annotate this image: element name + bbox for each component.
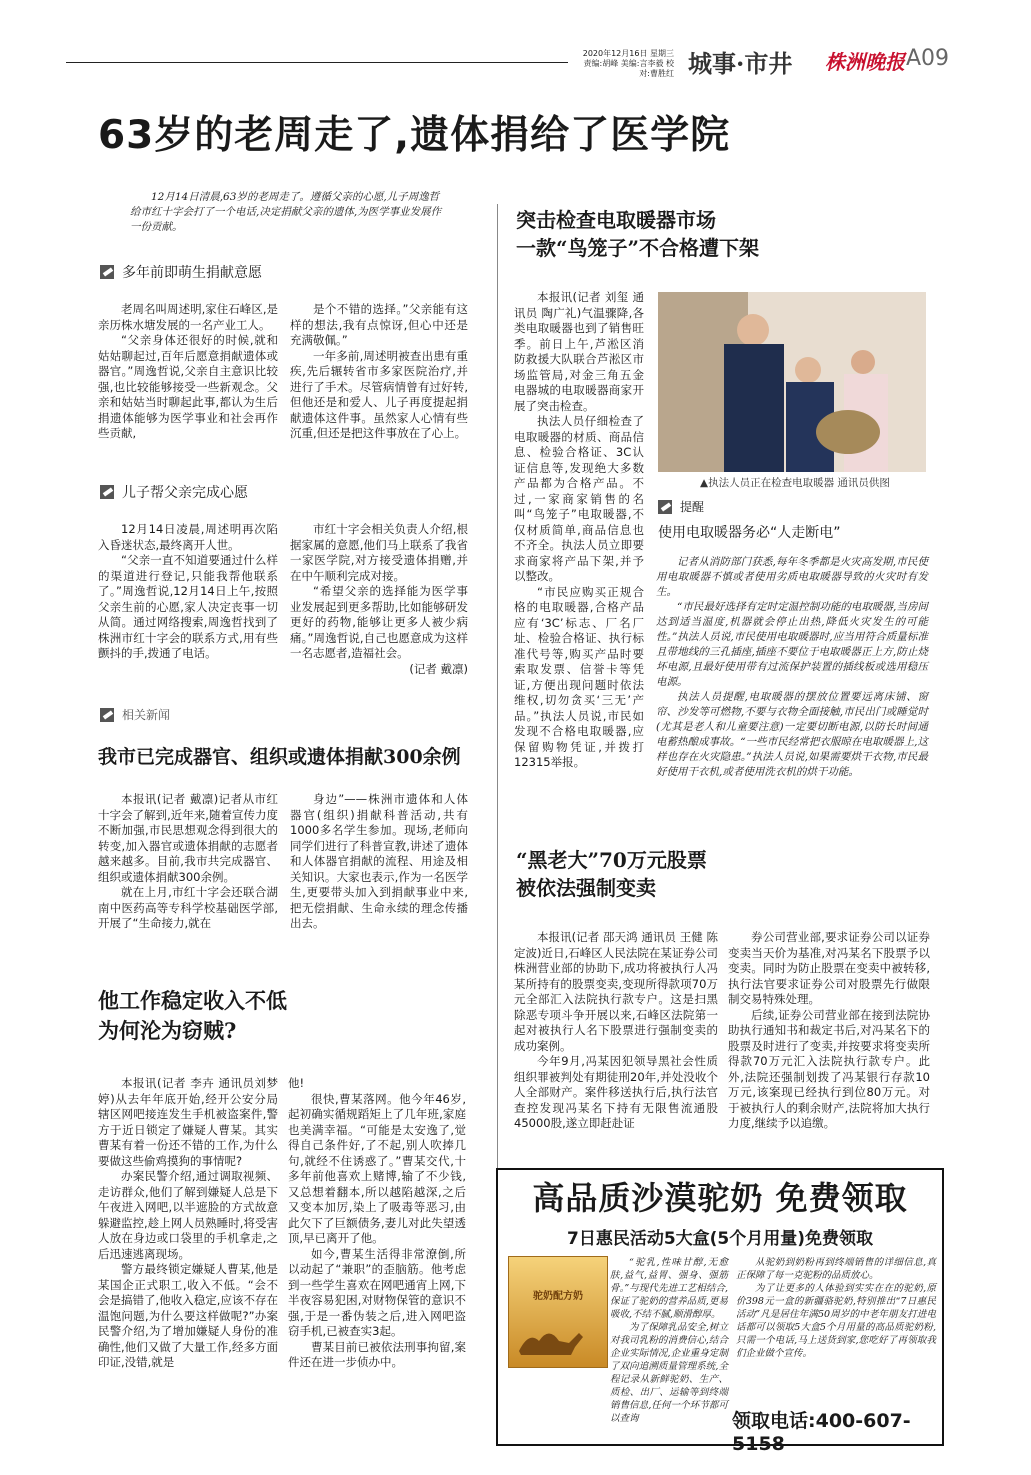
reminder-title: 使用电取暖器务必“人走断电” [658,525,841,541]
paragraph: 本报讯(记者 邵天鸿 通讯员 王健 陈定波)近日,石峰区人民法院在某证券公司株洲营业部的协助下,成功将被执行人冯某所持有的股票变卖,变现所得款项70万元全部汇入法院执行款专户。这是扫黑除恶专项斗争开展以来,石峰区法院第一起对被执行人名下股票进行强制变卖的成功案例。 [514,930,718,1053]
paragraph: 本报讯(记者 戴凛)记者从市红十字会了解到,近年来,随着宣传力度不断加强,市民思想观念得到很大的转变,加入器官或遗体捐献的志愿者越来越多。目前,我市共完成器官、组织或遗体捐献300余例。 [98,792,278,884]
paragraph: 一年多前,周述明被查出患有重疾,先后辗转省市多家医院治疗,并进行了手术。尽管病情曾有过好转,但他还是和爱人、儿子再度提起捐献遗体这件事。虽然家人心情有些沉重,但还是把这件事放在了心上。 [290,348,468,440]
masthead-rule [66,62,568,63]
paragraph: 12月14日凌晨,周述明再次陷入昏迷状态,最终离开人世。 [98,522,278,552]
section-heading-2-text: 儿子帮父亲完成心愿 [122,485,248,501]
related-title: 我市已完成器官、组织或遗体捐献300余例 [98,746,461,768]
related-tag [100,706,170,723]
sec2-col1 [98,522,278,662]
paragraph: 从驼奶到奶粉再到终端销售的详细信息,真正保障了每一克驼粉的品质放心。 [736,1257,936,1281]
stock-col2 [728,930,930,1132]
section-heading-2 [100,482,248,502]
paragraph: “父亲一直不知道要通过什么样的渠道进行登记,只能我帮他联系了。”周逸哲说,12月14日上午,按照父亲生前的心愿,家人决定丧事一切从简。通过网络搜索,周逸哲找到了株洲市红十字会的联系方式,用有些颤抖的手,拨通了电话。 [98,553,278,660]
ad-col1 [610,1256,728,1425]
paragraph: 曹某目前已被依法刑事拘留,案件还在进一步侦办中。 [288,1339,466,1369]
paragraph: “希望父亲的选择能为医学事业发展起到更多帮助,比如能够研发更好的药物,能够让更多人被少病痛。”周逸哲说,自己也愿意成为这样一名志愿者,造福社会。 [290,584,468,660]
sec1-col2 [290,302,468,442]
related-col1 [98,792,278,932]
stock-title [516,846,707,902]
ad-headline: 高品质沙漠驼奶 免费领取 [498,1170,942,1222]
date-line: 2020年12月16日 星期三 [582,49,674,58]
paragraph: 后续,证券公司营业部在接到法院协助执行通知书和裁定书后,对冯某名下的股票及时进行了变卖,并按要求将变卖所得款70万元汇入法院执行款专户。此外,法院还强制划拨了冯某银行存款10万元,该案现已经执行到位80万元。对于被执行人的剩余财产,法院将加大执行力度,继续予以追缴。 [728,1007,930,1130]
reminder-tag [658,498,704,515]
paragraph: 身边”——株洲市遗体和人体器官(组织)捐献科普活动,共有1000多名学生参加。现场,老师向同学们进行了科普宣教,讲述了遗体和人体器官捐献的流程、用途及相关知识。大家也表示,作为一名医学生,更要带头加入到捐献事业中来,把无偿捐献、生命永续的理念传播出去。 [290,792,468,930]
ad-phone: 领取电话:400-607-5158 [732,1410,911,1455]
heater-title-line1: 突击检查电取暖器市场 [516,208,716,232]
theft-title [98,986,287,1046]
masthead-meta [574,49,674,79]
byline: (记者 戴凛) [409,661,468,676]
related-tag-text: 相关新闻 [122,708,171,722]
stock-title-line1: “黑老大”70万元股票 [516,848,707,872]
stock-title-line2: 被依法强制变卖 [516,876,656,900]
paragraph: 本报讯(记者 李卉 通讯员刘梦婷)从去年年底开始,经开公安分局辖区网吧接连发生手机被盗案件,警方于近日锁定了嫌疑人曹某。其实曹某有着一份还不错的工作,为什么要做这些偷鸡摸狗的事情呢? [98,1076,278,1168]
paragraph: 是个不错的选择。”父亲能有这样的想法,我有点惊讶,但心中还是充满敬佩。” [290,302,468,347]
theft-col2 [288,1076,466,1371]
paragraph: 市红十字会相关负责人介绍,根据家属的意愿,他们马上联系了我省一家医学院,对方接受遗体捐赠,并在中午顺利完成对接。 [290,522,468,583]
paragraph: “市民应购买正规合格的电取暖器,合格产品应有‘3C’标志、厂名厂址、检验合格证、执行标准代号等,购买产品时要索取发票、信誉卡等凭证,方便出现问题时依法维权,切勿贪买‘三无’产品。”执法人员说,市民如发现不合格电取暖器,应保留购物凭证,并拨打12315举报。 [514,584,644,769]
paragraph: “父亲身体还很好的时候,就和姑姑聊起过,百年后愿意捐献遗体或器官。”周逸哲说,父亲自主意识比较强,也比较能够接受一些新观念。父亲和姑姑当时聊起此事,都认为生后捐遗体能够为医学事业和社会再作些贡献, [98,333,278,440]
paragraph: 今年9月,冯某因犯领导黑社会性质组织罪被判处有期徒刑20年,并处没收个人全部财产。案件移送执行后,执行法官查控发现冯某名下持有无限售流通股45000股,遂立即赶赴证 [514,1054,718,1130]
paragraph: 他! [288,1076,305,1090]
reminder-body [656,555,928,780]
ad-box [496,1168,944,1455]
camel-icon [509,1321,605,1361]
paragraph: 老周名叫周述明,家住石峰区,是亲历株水塘发展的一名产业工人。 [98,302,278,332]
ad-subline: 7日惠民活动5大盒(5个月用量)免费领取 [566,1229,874,1249]
sec2-col2 [290,522,468,677]
section-marker-icon [100,265,114,279]
paragraph: 如今,曹某生活得非常潦倒,所以动起了“兼职”的歪脑筋。他考虑到一些学生喜欢在网吧通宵上网,下半夜容易犯困,对财物保管的意识不强,于是一番伪装之后,进入网吧盗窃手机,已被查实3起。 [288,1246,466,1338]
arrow-marker-icon [100,708,114,722]
paragraph: “驼乳,性味甘醇,无愈肤,益气,益胃、强身、强筋骨。”与现代先进工艺相结合,保证了驼奶的营养品质,更易吸收,不结不腻,顺滑醇厚。 [610,1257,728,1320]
editors-line: 责编:胡峰 美编:言李毅 校对:曹胜红 [583,59,674,78]
paragraph: 券公司营业部,要求证券公司以证券变卖当天价为基准,对冯某名下股票予以变卖。同时为防止股票在变卖中被转移,执行法官要求证券公司对股票先行做限制交易特殊处理。 [728,930,930,1006]
page-number: A09 [906,46,950,71]
section-name: 城事·市井 [688,49,793,78]
sec1-col1 [98,302,278,442]
section-heading-1-text: 多年前即萌生捐献意愿 [122,265,262,281]
paragraph: 执法人员仔细检查了电取暖器的材质、商品信息、检验合格证、3C认证信息等,发现绝大多数产品都为合格产品。不过,一家商家销售的名叫“鸟笼子”电取暖器,不仅材质简单,商品信息也不齐全。执法人员立即要求商家将产品下架,并予以整改。 [514,414,644,583]
paragraph: 执法人员提醒,电取暖器的摆放位置要远离床铺、窗帘、沙发等可燃物,不要与衣物全面接触,市民出门或睡觉时(尤其是老人和儿童要注意)一定要切断电源,以防长时间通电蓄热酿成事故。“一些市民经常把衣服晾在电取暖器上,这样也存在火灾隐患。”执法人员说,如果需要烘干衣物,市民最好使用干衣机,或者使用洗衣机的烘干功能。 [656,691,928,778]
theft-title-line1: 他工作稳定收入不低 [98,988,287,1013]
paragraph: 记者从消防部门获悉,每年冬季都是火灾高发期,市民使用电取暖器不慎或者使用劣质电取暖器导致的火灾时有发生。 [656,556,928,598]
paragraph: 就在上月,市红十字会还联合湖南中医药高等专科学校基础医学部,开展了“生命接力,就在 [98,885,278,930]
inspection-photo-art [658,292,926,472]
paragraph: 很快,曹某落网。他今年46岁,起初确实循规蹈矩上了几年班,家庭也美满幸福。“可能是太安逸了,觉得自己条件好,了不起,别人吹捧几句,就经不住诱惑了。”曹某交代,十多年前他喜欢上赌博,输了不少钱,又总想着翻本,所以越陷越深,之后又变本加厉,染上了吸毒等恶习,由此欠下了巨额债务,妻儿对此失望透顶,早已离开了他。 [288,1091,466,1245]
main-lead: 12月14日清晨,63岁的老周走了。遵循父亲的心愿,儿子周逸哲给市红十字会打了一个电话,决定捐献父亲的遗体,为医学事业发展作一份贡献。 [130,191,442,233]
paragraph: 办案民警介绍,通过调取视频、走访群众,他们了解到嫌疑人总是下午夜进入网吧,以半遮脸的方式故意躲避监控,趁上网人员熟睡时,将受害人放在身边或口袋里的手机拿走,之后迅速逃离现场。 [98,1169,278,1261]
arrow-marker-icon [658,500,672,514]
heater-title-line2: 一款“鸟笼子”不合格遭下架 [516,236,760,260]
section-heading-1 [100,262,262,282]
ad-col2 [736,1256,936,1360]
paragraph: 警方最终锁定嫌疑人曹某,他是某国企正式职工,收入不低。“会不会是搞错了,他收入稳定,应该不存在温饱问题,为什么要这样做呢?”办案民警介绍,为了增加嫌疑人身份的准确性,他们又做了大量工作,经多方面印证,没错,就是 [98,1262,278,1369]
theft-col1 [98,1076,278,1371]
section-marker-icon [100,485,114,499]
paper-logo: 株洲晚报 [825,50,905,74]
heater-col [514,290,644,771]
stock-col1 [514,930,718,1132]
theft-title-line2: 为何沦为窃贼? [98,1018,237,1043]
ad-product-label: 驼奶配方奶 [533,1291,583,1302]
inspection-photo [658,292,926,472]
photo-caption: ▲执法人员正在检查电取暖器 通讯员供图 [700,477,890,489]
ad-product-image [508,1256,608,1368]
main-title: 63岁的老周走了,遗体捐给了医学院 [98,113,731,158]
heater-title [516,206,759,262]
paragraph: 为了保障乳品安全,树立对我司乳粉的消费信心,结合企业实际情况,企业重身定制了双向追溯质量管理系统,全程记录从新鲜驼奶、生产、质检、出厂、运输等到终端销售信息,任何一个环节都可以查询 [610,1322,728,1424]
paragraph: 本报讯(记者 刘玺 通讯员 陶广礼)气温骤降,各类电取暖器也到了销售旺季。前日上午,芦淞区消防救援大队联合芦淞区市场监管局,对金三角五金电器城的电取暖器商家开展了突击检查。 [514,290,644,413]
related-col2 [290,792,468,932]
reminder-tag-text: 提醒 [680,500,705,514]
paragraph: “市民最好选择有定时定温控制功能的电取暖器,当房间达到适当温度,机器就会停止出热,降低火灾发生的可能性。”执法人员说,市民使用电取暖器时,应当用符合质量标准且带地线的三孔插座,插座不要位于电取暖器正上方,防止烧坏电源,且最好使用带有过流保护装置的插线板或选用稳压电源。 [656,601,928,688]
paragraph: 为了让更多的人体验到实实在在的驼奶,原价398元一盒的新疆骆驼奶,特别推出“7日惠民活动”凡是居住年满50周岁的中老年朋友打进电话都可以领取5大盒5个月用量的高品质驼奶粉,只需一个电话,马上送货到家,您吃好了再领取我们企业做个宣传。 [736,1283,936,1359]
